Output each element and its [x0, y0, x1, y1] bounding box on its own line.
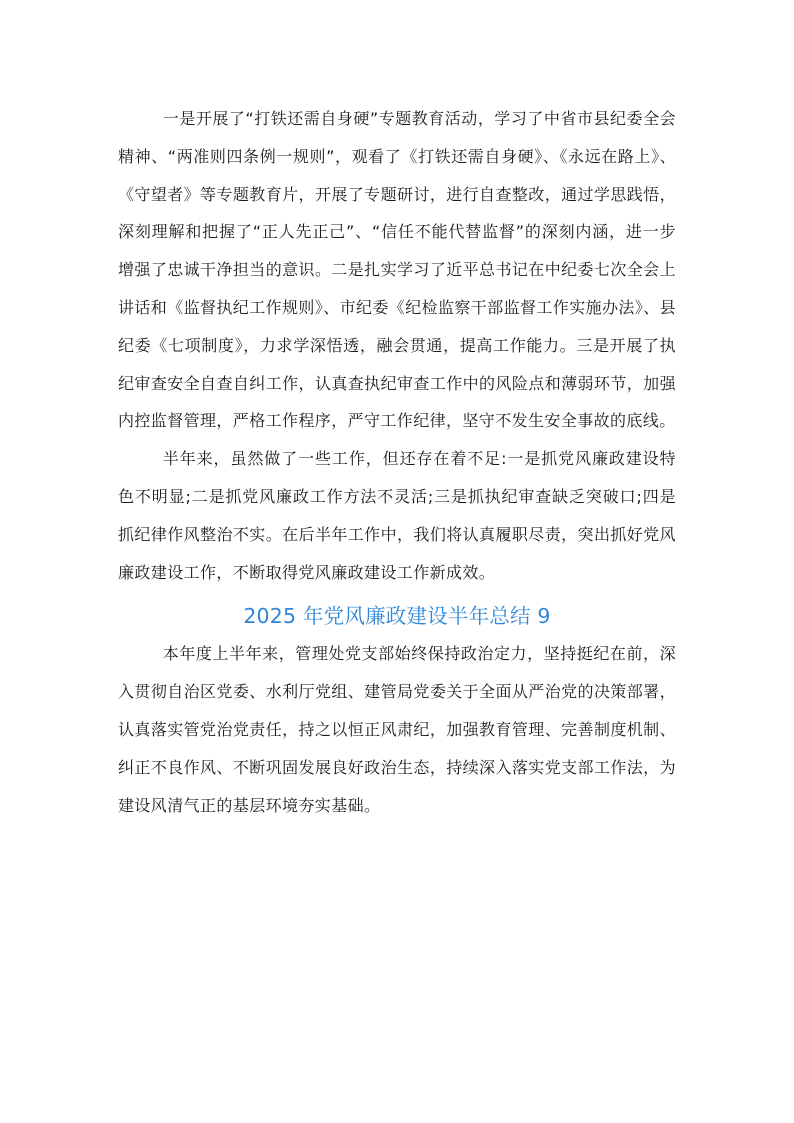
- section-title: 2025 年党风廉政建设半年总结 9: [243, 604, 551, 629]
- paragraph-shortcomings: 半年来，虽然做了一些工作，但还存在着不足:一是抓党风廉政建设特色不明显;二是抓党风廉政工作方法不灵活;三是抓执纪审查缺乏突破口;四是抓纪律作风整治不实。在后半年工作中，我们将认真履职尽责，突出抓好党风廉政建设工作，不断取得党风廉政建设工作新成效。: [118, 449, 676, 582]
- paragraph-party-branch-summary: 本年度上半年来，管理处党支部始终保持政治定力，坚持挺纪在前，深入贯彻自治区党委、水利厅党组、建管局党委关于全面从严治党的决策部署，认真落实管党治党责任，持之以恒正风肃纪，加强教育管理、完善制度机制、纠正不良作风、不断巩固发展良好政治生态，持续深入落实党支部工作法，为建设风清气正的基层环境夯实基础。: [118, 644, 676, 815]
- paragraph-education-activities: 一是开展了“打铁还需自身硬”专题教育活动，学习了中省市县纪委全会精神、“两准则四条例一规则”，观看了《打铁还需自身硬》、《永远在路上》、《守望者》等专题教育片，开展了专题研讨，进行自查整改，通过学思践悟，深刻理解和把握了“正人先正己”、“信任不能代替监督”的深刻内涵，进一步增强了忠诚干净担当的意识。二是扎实学习了近平总书记在中纪委七次全会上讲话和《监督执纪工作规则》、市纪委《纪检监察干部监督工作实施办法》、县纪委《七项制度》，力求学深悟透，融会贯通，提高工作能力。三是开展了执纪审查安全自查自纠工作，认真查执纪审查工作中的风险点和薄弱环节，加强内控监督管理，严格工作程序，严守工作纪律，坚守不发生安全事故的底线。: [118, 109, 677, 431]
- document-page: [118, 100, 676, 824]
